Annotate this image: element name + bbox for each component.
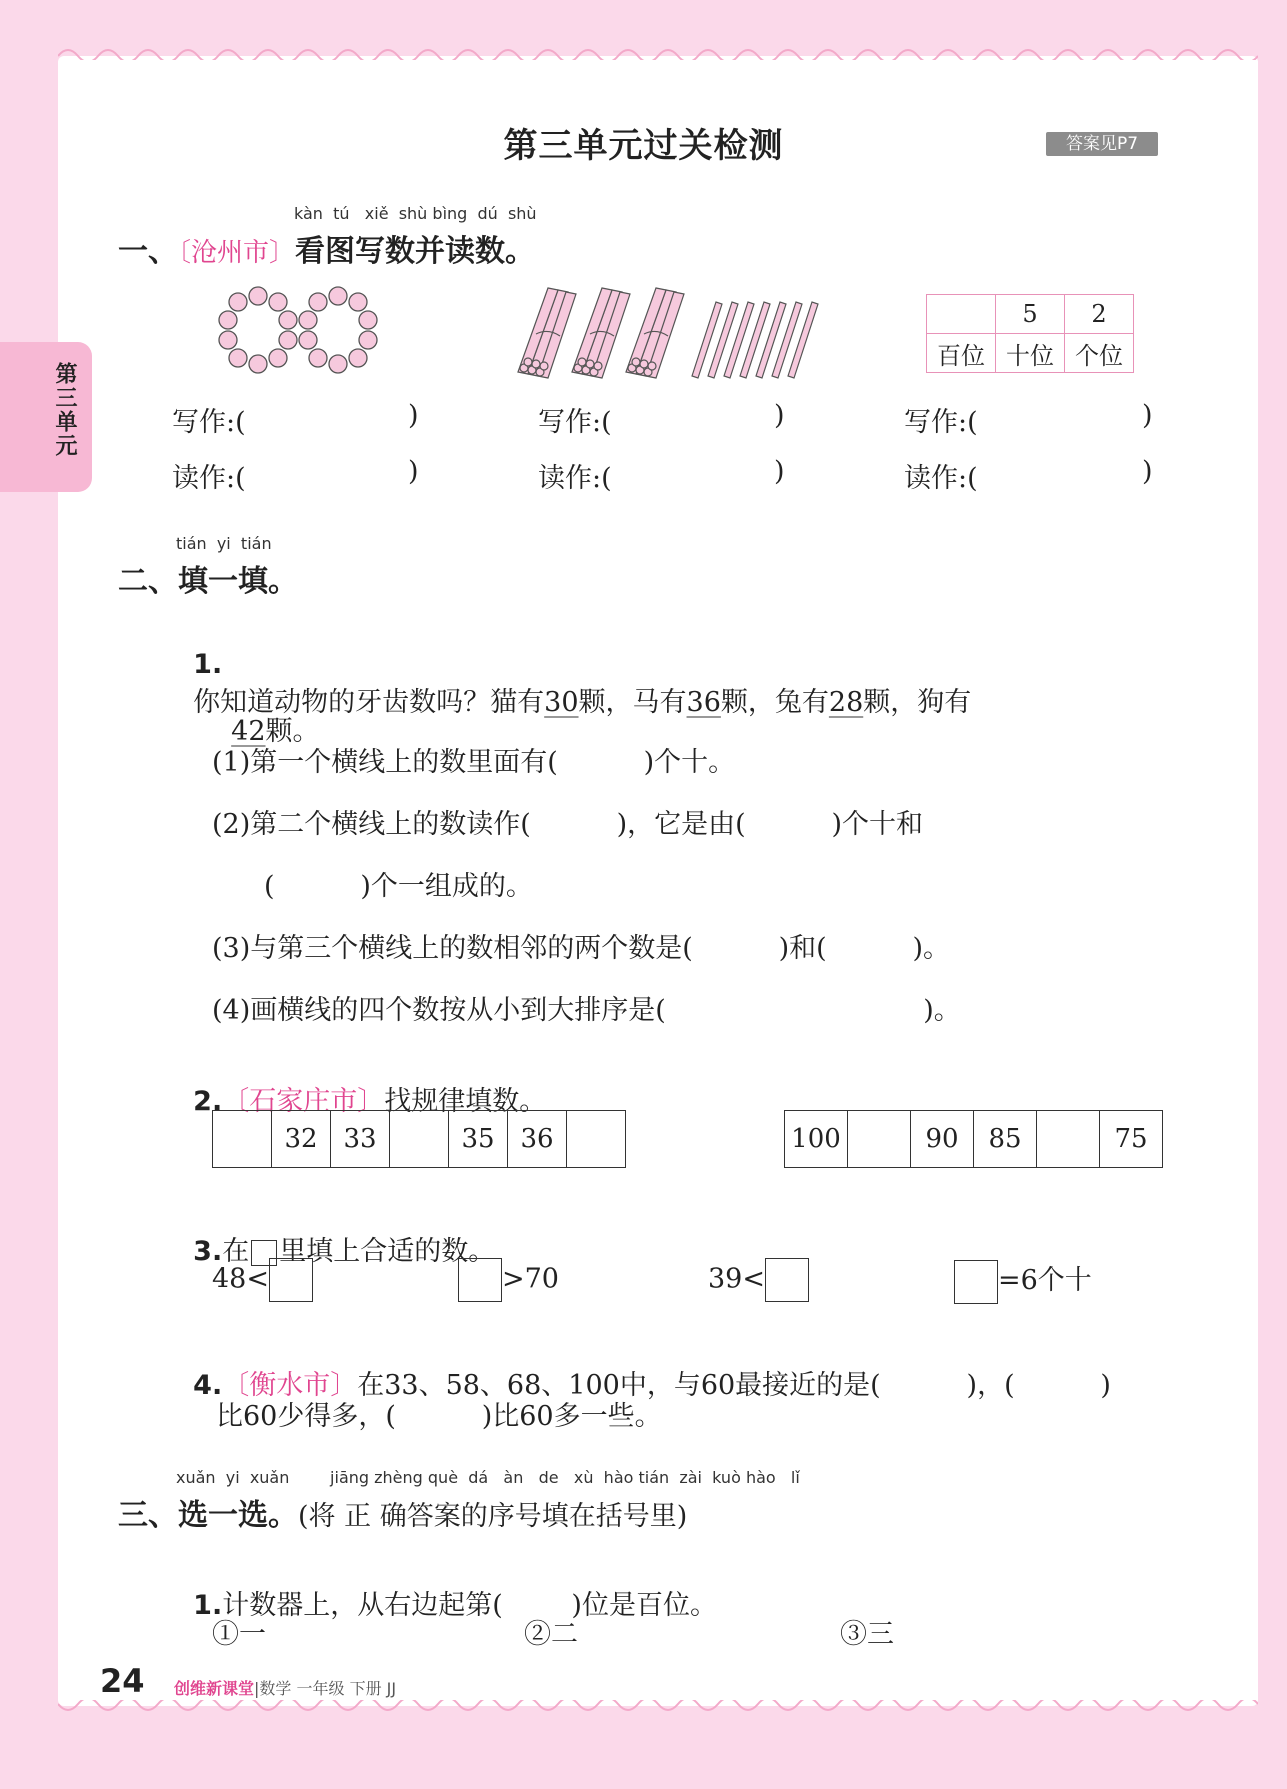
q2-number: 2. — [193, 1086, 223, 1117]
read-label-1: 读作:( — [172, 463, 246, 494]
section3-heading — [118, 1490, 687, 1534]
sequence-table-2 — [784, 1110, 1163, 1168]
q3-item-3-text: 39< — [708, 1263, 765, 1295]
q1-text-e: 颗。 — [265, 716, 320, 747]
q1-text-b: 颗，马有 — [578, 687, 687, 718]
seq2-cell: 90 — [911, 1111, 974, 1168]
q1-value-cat: 30 — [544, 687, 579, 718]
seq2-cell: 75 — [1100, 1111, 1163, 1168]
q3-item-1 — [212, 1258, 313, 1302]
seq2-cell[interactable] — [1037, 1111, 1100, 1168]
section3-note: (将 正 确答案的序号填在括号里) — [298, 1501, 688, 1532]
place-label-hundreds: 百位 — [927, 334, 996, 373]
q3-text-b: 里填上合适的数。 — [279, 1236, 496, 1267]
seq1-cell: 35 — [449, 1111, 508, 1168]
section2-pinyin: tián yi tián — [176, 534, 272, 553]
q3-number: 3. — [193, 1236, 223, 1267]
footer-info: |数学 一年级 下册 JJ — [254, 1679, 397, 1698]
q1-line2 — [214, 678, 320, 748]
sequence-table-1 — [212, 1110, 626, 1168]
footer-brand-line — [174, 1676, 396, 1699]
q4-line1 — [176, 1332, 1111, 1402]
q1-value-dog: 42 — [231, 716, 266, 747]
section1-pinyin: kàn tú xiě shù bìng dú shù — [294, 204, 537, 223]
footer-brand: 创维新课堂 — [174, 1679, 255, 1698]
q1-sub4: (4)画横线的四个数按从小到大排序是( )。 — [212, 995, 961, 1026]
q1-number: 1. — [193, 649, 223, 680]
seq1-cell[interactable] — [567, 1111, 626, 1168]
q4-number: 4. — [193, 1370, 223, 1401]
read-close-1: ) — [408, 456, 419, 487]
read-label-2: 读作:( — [538, 463, 612, 494]
bead-rings-figure — [208, 286, 388, 382]
q3-item-3 — [708, 1258, 809, 1302]
s3-q1-number: 1. — [193, 1590, 223, 1621]
seq1-cell: 32 — [272, 1111, 331, 1168]
page-title: 第三单元过关检测 — [503, 126, 784, 166]
answer-box[interactable] — [954, 1260, 998, 1304]
seq2-cell: 100 — [785, 1111, 848, 1168]
write-close-1: ) — [408, 400, 419, 431]
q1-sub2: (2)第二个横线上的数读作( )，它是由( )个十和 — [212, 809, 924, 840]
seq2-cell[interactable] — [848, 1111, 911, 1168]
answer-reference-tag: 答案见P7 — [1046, 132, 1158, 156]
q1-value-horse: 36 — [686, 687, 721, 718]
unit-side-tab-label: 第三单元 — [52, 362, 77, 458]
place-label-ones: 个位 — [1065, 334, 1134, 373]
seq1-cell[interactable] — [390, 1111, 449, 1168]
place-value-table — [926, 294, 1134, 373]
q3-item-1-text: 48< — [212, 1263, 269, 1295]
write-label-3: 写作:( — [904, 407, 978, 438]
q1-text-a: 你知道动物的牙齿数吗？猫有 — [193, 687, 545, 718]
write-close-3: ) — [1142, 400, 1153, 431]
place-value-ones: 2 — [1065, 295, 1134, 334]
section3-pinyin: xuǎn yi xuǎn jiāng zhèng què dá àn de xù hào tián zài kuò hào lǐ — [176, 1468, 800, 1487]
stick-bundles-figure — [508, 284, 822, 384]
answer-box[interactable] — [269, 1258, 313, 1302]
unit-side-tab — [0, 342, 92, 492]
write-label-2: 写作:( — [538, 407, 612, 438]
q3-item-2-text: >70 — [502, 1263, 559, 1295]
read-close-3: ) — [1142, 456, 1153, 487]
option-2[interactable]: ②二 — [524, 1619, 578, 1650]
section1-city: 〔沧州市〕 — [178, 238, 296, 268]
q4-line2: 比60少得多，( )比60多一些。 — [216, 1401, 662, 1432]
wavy-border-bottom — [58, 1700, 1258, 1716]
q4-city: 〔衡水市〕 — [222, 1370, 358, 1401]
place-label-tens: 十位 — [996, 334, 1065, 373]
option-1[interactable]: ①一 — [212, 1619, 266, 1650]
q2-line — [176, 1048, 546, 1118]
seq2-cell: 85 — [974, 1111, 1037, 1168]
write-close-2: ) — [774, 400, 785, 431]
seq1-cell[interactable] — [213, 1111, 272, 1168]
section1-title: 看图写数并读数。 — [295, 234, 536, 269]
q1-text-c: 颗，兔有 — [720, 687, 829, 718]
q1-text-d: 颗，狗有 — [863, 687, 972, 718]
section3-title: 选一选。 — [178, 1498, 298, 1533]
seq1-cell: 36 — [508, 1111, 567, 1168]
q3-text-a: 在 — [222, 1236, 250, 1267]
page-number: 24 — [100, 1662, 145, 1700]
answer-box[interactable] — [765, 1258, 809, 1302]
place-value-hundreds — [927, 295, 996, 334]
answer-box[interactable] — [458, 1258, 502, 1302]
q1-value-rabbit: 28 — [828, 687, 864, 718]
q2-city: 〔石家庄市〕 — [222, 1086, 385, 1117]
q2-text: 找规律填数。 — [384, 1086, 547, 1117]
q3-item-2 — [458, 1258, 559, 1302]
section1-number: 一、 — [118, 234, 178, 269]
section2-title: 二、填一填。 — [118, 564, 298, 599]
seq1-cell: 33 — [331, 1111, 390, 1168]
s3-q1-text: 计数器上，从右边起第( )位是百位。 — [222, 1590, 717, 1621]
option-3[interactable]: ③三 — [840, 1619, 894, 1650]
q1-sub3: (3)与第三个横线上的数相邻的两个数是( )和( )。 — [212, 933, 951, 964]
section3-number: 三、 — [118, 1498, 178, 1533]
q1-sub2-cont: ( )个一组成的。 — [264, 871, 533, 902]
q4-text-1: 在33、58、68、100中，与60最接近的是( )，( ) — [357, 1370, 1111, 1401]
q1-sub1: (1)第一个横线上的数里面有( )个十。 — [212, 747, 736, 778]
read-label-3: 读作:( — [904, 463, 978, 494]
write-label-1: 写作:( — [172, 407, 246, 438]
read-close-2: ) — [774, 456, 785, 487]
q3-item-4-text: =6个十 — [998, 1265, 1092, 1296]
q3-item-4 — [954, 1258, 1092, 1304]
section1-heading — [118, 226, 535, 270]
place-value-tens: 5 — [996, 295, 1065, 334]
wavy-border-top — [58, 44, 1258, 60]
